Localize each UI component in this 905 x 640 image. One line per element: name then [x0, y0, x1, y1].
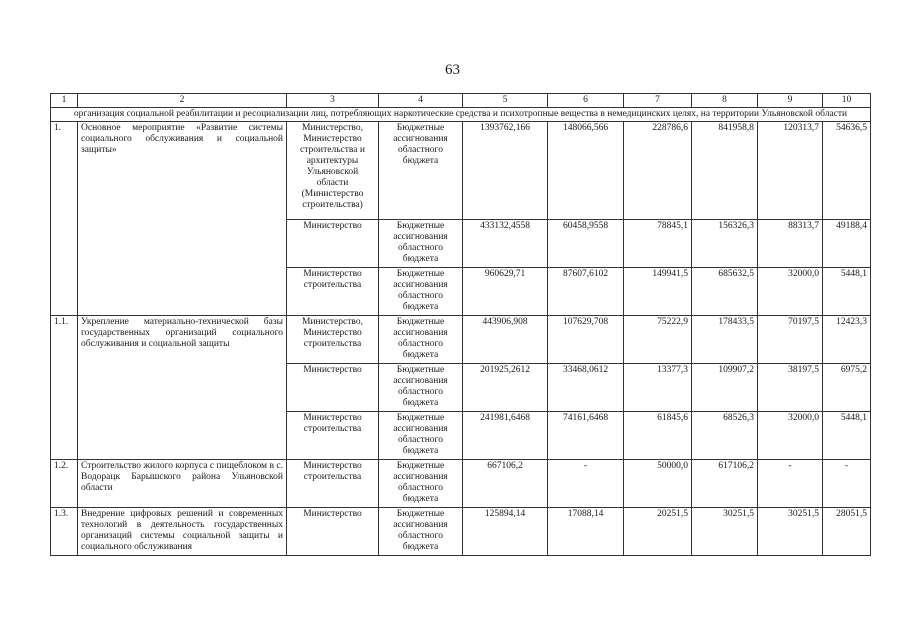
value-col10: 6975,2 — [823, 364, 871, 412]
value-col10: 5448,1 — [823, 268, 871, 316]
section-title: организация социальной реабилитации и ресоциализации лиц, потребляющих наркотические средства и психотропные вещества в немедицинских целях, на территории Ульяновской области — [51, 108, 871, 122]
value-col6: 74161,6468 — [548, 412, 624, 460]
value-col5: 201925,2612 — [463, 364, 548, 412]
funding-source: Бюджетные ассигнования областного бюджета — [379, 122, 463, 220]
value-col6: 33468,0612 — [548, 364, 624, 412]
value-col10: 54636,5 — [823, 122, 871, 220]
activity-name: Внедрение цифровых решений и современных технологий в деятельность государственных организаций системы социальной защиты и социального обслуживания — [78, 508, 287, 556]
table-row — [51, 508, 871, 556]
executor: Министерство строительства — [287, 268, 379, 316]
value-col9: 32000,0 — [758, 268, 823, 316]
value-col5: 1393762,166 — [463, 122, 548, 220]
value-col5: 960629,71 — [463, 268, 548, 316]
value-col9: - — [758, 460, 823, 508]
funding-source: Бюджетные ассигнования областного бюджета — [379, 220, 463, 268]
value-col6: 17088,14 — [548, 508, 624, 556]
value-col8: 178433,5 — [692, 316, 758, 364]
column-number-row — [51, 94, 871, 108]
value-col5: 241981,6468 — [463, 412, 548, 460]
value-col8: 30251,5 — [692, 508, 758, 556]
value-col7: 78845,1 — [624, 220, 692, 268]
row-number: 1.2. — [51, 460, 78, 508]
value-col7: 75222,9 — [624, 316, 692, 364]
value-col8: 109907,2 — [692, 364, 758, 412]
funding-source: Бюджетные ассигнования областного бюджета — [379, 268, 463, 316]
value-col5: 433132,4558 — [463, 220, 548, 268]
value-col8: 617106,2 — [692, 460, 758, 508]
row-number: 1.3. — [51, 508, 78, 556]
value-col10: 12423,3 — [823, 316, 871, 364]
value-col10: 28051,5 — [823, 508, 871, 556]
value-col9: 120313,7 — [758, 122, 823, 220]
value-col8: 68526,3 — [692, 412, 758, 460]
row-number: 1.1. — [51, 316, 78, 460]
table-row — [51, 316, 871, 364]
table-row — [51, 122, 871, 220]
value-col6: 148066,566 — [548, 122, 624, 220]
section-title-row — [51, 108, 871, 122]
col-header-3: 3 — [287, 94, 379, 108]
col-header-9: 9 — [758, 94, 823, 108]
col-header-7: 7 — [624, 94, 692, 108]
value-col7: 13377,3 — [624, 364, 692, 412]
funding-source: Бюджетные ассигнования областного бюджета — [379, 508, 463, 556]
value-col5: 125894,14 — [463, 508, 548, 556]
value-col9: 32000,0 — [758, 412, 823, 460]
value-col5: 443906,908 — [463, 316, 548, 364]
value-col7: 50000,0 — [624, 460, 692, 508]
page-number: 63 — [445, 62, 460, 78]
col-header-6: 6 — [548, 94, 624, 108]
activity-name: Укрепление материально-технической базы государственных организаций социального обслуживания и социальной защиты — [78, 316, 287, 460]
table-row — [51, 460, 871, 508]
executor: Министерство строительства — [287, 460, 379, 508]
executor: Министерство, Министерство строительства — [287, 316, 379, 364]
value-col6: 107629,708 — [548, 316, 624, 364]
executor: Министерство — [287, 508, 379, 556]
funding-source: Бюджетные ассигнования областного бюджета — [379, 316, 463, 364]
value-col9: 88313,7 — [758, 220, 823, 268]
value-col8: 685632,5 — [692, 268, 758, 316]
col-header-8: 8 — [692, 94, 758, 108]
value-col7: 228786,6 — [624, 122, 692, 220]
value-col8: 841958,8 — [692, 122, 758, 220]
value-col8: 156326,3 — [692, 220, 758, 268]
col-header-4: 4 — [379, 94, 463, 108]
activity-name: Основное мероприятие «Развитие системы социального обслуживания и социальной защиты» — [78, 122, 287, 316]
funding-source: Бюджетные ассигнования областного бюджета — [379, 460, 463, 508]
value-col10: 5448,1 — [823, 412, 871, 460]
col-header-2: 2 — [78, 94, 287, 108]
row-number: 1. — [51, 122, 78, 316]
value-col7: 20251,5 — [624, 508, 692, 556]
value-col9: 70197,5 — [758, 316, 823, 364]
budget-table — [50, 93, 871, 556]
executor: Министерство — [287, 364, 379, 412]
value-col7: 149941,5 — [624, 268, 692, 316]
executor: Министерство — [287, 220, 379, 268]
activity-name: Строительство жилого корпуса с пищеблоком в с. Водорацк Барышского района Ульяновской области — [78, 460, 287, 508]
funding-source: Бюджетные ассигнования областного бюджета — [379, 412, 463, 460]
value-col9: 30251,5 — [758, 508, 823, 556]
value-col6: 60458,9558 — [548, 220, 624, 268]
value-col7: 61845,6 — [624, 412, 692, 460]
value-col6: - — [548, 460, 624, 508]
col-header-1: 1 — [51, 94, 78, 108]
col-header-10: 10 — [823, 94, 871, 108]
executor: Министерство строительства — [287, 412, 379, 460]
value-col6: 87607,6102 — [548, 268, 624, 316]
value-col10: - — [823, 460, 871, 508]
funding-source: Бюджетные ассигнования областного бюджета — [379, 364, 463, 412]
col-header-5: 5 — [463, 94, 548, 108]
executor: Министерство, Министерство строительства и архитектуры Ульяновской области (Министерство строительства) — [287, 122, 379, 220]
value-col9: 38197,5 — [758, 364, 823, 412]
value-col5: 667106,2 — [463, 460, 548, 508]
value-col10: 49188,4 — [823, 220, 871, 268]
